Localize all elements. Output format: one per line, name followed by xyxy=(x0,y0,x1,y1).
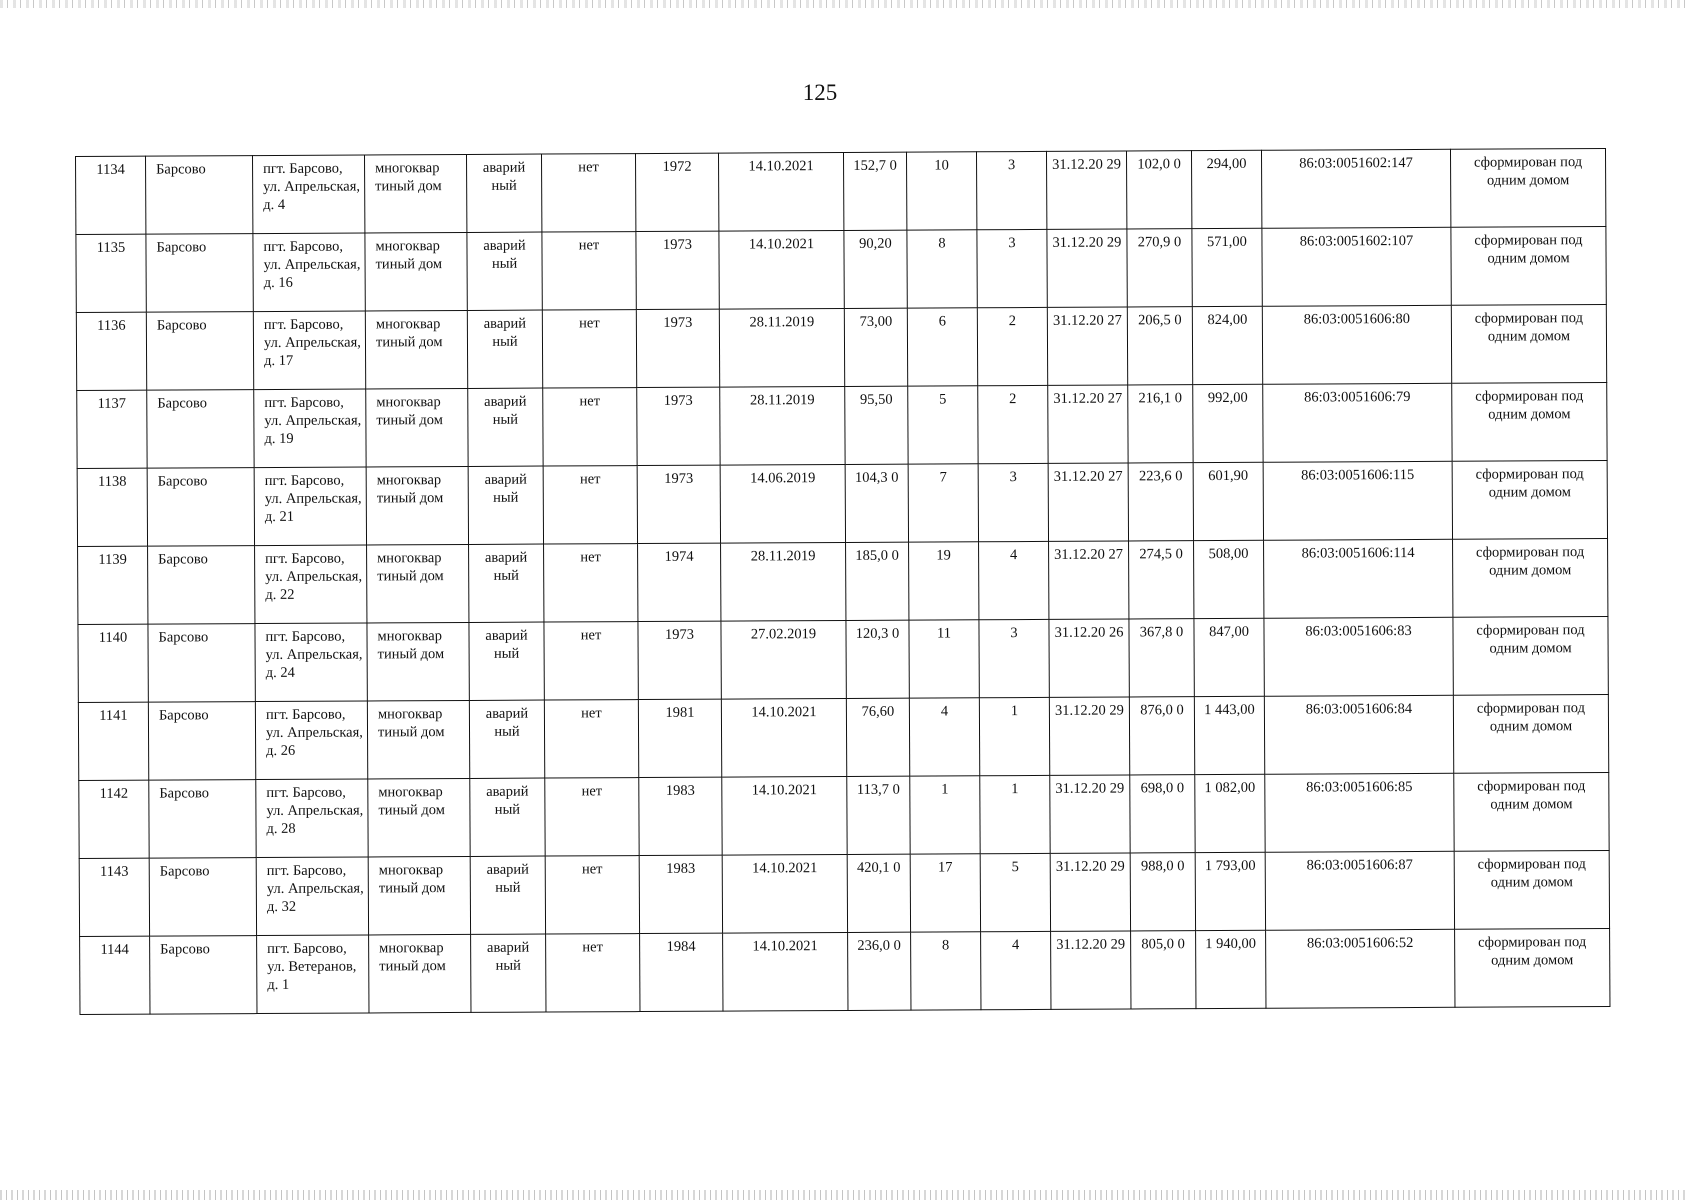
deadline-cell: 31.12.20 27 xyxy=(1048,463,1128,541)
row-number-cell: 1142 xyxy=(79,780,149,858)
condition-cell: аварий ный xyxy=(470,856,545,934)
built-year-cell: 1973 xyxy=(637,387,720,465)
residents-cell: 10 xyxy=(906,152,976,230)
residents-cell: 4 xyxy=(909,698,979,776)
condition-cell: аварий ный xyxy=(469,622,544,700)
cadastral-number-cell: 86:03:0051602:147 xyxy=(1261,149,1450,228)
built-year-cell: 1973 xyxy=(638,621,721,699)
land-area-cell: 988,0 0 xyxy=(1130,853,1195,931)
row-number-cell: 1136 xyxy=(76,312,146,390)
address-cell: пгт. Барсово, ул. Апрельская, д. 24 xyxy=(255,623,367,702)
decision-date-cell: 28.11.2019 xyxy=(719,308,844,387)
recognition-flag-cell: нет xyxy=(546,934,640,1012)
built-year-cell: 1972 xyxy=(635,153,718,231)
decision-date-cell: 14.10.2021 xyxy=(723,932,848,1011)
row-number-cell: 1135 xyxy=(76,234,146,312)
total-area-cell: 1 082,00 xyxy=(1195,774,1265,852)
settlement-cell: Барсово xyxy=(150,936,257,1015)
total-area-cell: 992,00 xyxy=(1193,384,1263,462)
housing-registry-table xyxy=(75,148,1610,1015)
land-area-cell: 102,0 0 xyxy=(1126,151,1191,229)
residents-cell: 8 xyxy=(911,932,981,1010)
decision-date-cell: 27.02.2019 xyxy=(721,620,846,699)
condition-cell: аварий ный xyxy=(471,934,546,1012)
built-year-cell: 1981 xyxy=(638,699,721,777)
address-cell: пгт. Барсово, ул. Апрельская, д. 21 xyxy=(254,467,366,546)
settlement-cell: Барсово xyxy=(148,702,255,781)
area-cell: 236,0 0 xyxy=(848,932,911,1010)
apartments-cell: 2 xyxy=(978,385,1048,463)
residents-cell: 1 xyxy=(910,776,980,854)
decision-date-cell: 14.10.2021 xyxy=(721,698,846,777)
deadline-cell: 31.12.20 29 xyxy=(1050,775,1130,853)
settlement-cell: Барсово xyxy=(148,546,255,625)
table-row xyxy=(78,538,1608,624)
built-year-cell: 1974 xyxy=(638,543,721,621)
residents-cell: 7 xyxy=(908,464,978,542)
recognition-flag-cell: нет xyxy=(542,232,636,310)
condition-cell: аварий ный xyxy=(467,310,542,388)
land-status-cell: сформирован под одним домом xyxy=(1453,538,1608,617)
total-area-cell: 847,00 xyxy=(1194,618,1264,696)
total-area-cell: 601,90 xyxy=(1193,462,1263,540)
deadline-cell: 31.12.20 29 xyxy=(1047,229,1127,307)
recognition-flag-cell: нет xyxy=(544,622,638,700)
condition-cell: аварий ный xyxy=(469,700,544,778)
apartments-cell: 2 xyxy=(977,307,1047,385)
table-row xyxy=(78,694,1608,780)
land-status-cell: сформирован под одним домом xyxy=(1450,148,1605,227)
built-year-cell: 1973 xyxy=(636,231,719,309)
row-number-cell: 1140 xyxy=(78,624,148,702)
condition-cell: аварий ный xyxy=(466,154,541,232)
table-row xyxy=(76,148,1606,234)
area-cell: 90,20 xyxy=(844,230,907,308)
apartments-cell: 4 xyxy=(981,931,1051,1009)
house-type-cell: многоквар тиный дом xyxy=(369,934,471,1013)
row-number-cell: 1139 xyxy=(78,546,148,624)
settlement-cell: Барсово xyxy=(148,624,255,703)
apartments-cell: 1 xyxy=(980,775,1050,853)
page-number: 125 xyxy=(802,80,838,105)
land-status-cell: сформирован под одним домом xyxy=(1452,382,1607,461)
apartments-cell: 3 xyxy=(977,229,1047,307)
table-row xyxy=(80,928,1610,1014)
address-cell: пгт. Барсово, ул. Апрельская, д. 28 xyxy=(256,779,368,858)
recognition-flag-cell: нет xyxy=(543,466,637,544)
row-number-cell: 1138 xyxy=(77,468,147,546)
apartments-cell: 3 xyxy=(979,619,1049,697)
table-row xyxy=(77,382,1607,468)
decision-date-cell: 14.10.2021 xyxy=(718,152,843,231)
total-area-cell: 1 940,00 xyxy=(1196,930,1266,1008)
deadline-cell: 31.12.20 26 xyxy=(1049,619,1129,697)
cadastral-number-cell: 86:03:0051606:85 xyxy=(1265,773,1454,852)
cadastral-number-cell: 86:03:0051606:115 xyxy=(1263,461,1452,540)
house-type-cell: многоквар тиный дом xyxy=(367,622,469,701)
house-type-cell: многоквар тиный дом xyxy=(367,700,469,779)
condition-cell: аварий ный xyxy=(467,232,542,310)
land-area-cell: 876,0 0 xyxy=(1129,697,1194,775)
land-status-cell: сформирован под одним домом xyxy=(1452,460,1607,539)
residents-cell: 6 xyxy=(907,308,977,386)
deadline-cell: 31.12.20 29 xyxy=(1050,853,1130,931)
house-type-cell: многоквар тиный дом xyxy=(365,310,467,389)
house-type-cell: многоквар тиный дом xyxy=(366,466,468,545)
area-cell: 104,3 0 xyxy=(845,464,908,542)
deadline-cell: 31.12.20 29 xyxy=(1046,151,1126,229)
apartments-cell: 3 xyxy=(978,463,1048,541)
address-cell: пгт. Барсово, ул. Апрельская, д. 19 xyxy=(254,389,366,468)
land-status-cell: сформирован под одним домом xyxy=(1451,226,1606,305)
total-area-cell: 1 793,00 xyxy=(1195,852,1265,930)
condition-cell: аварий ный xyxy=(468,388,543,466)
decision-date-cell: 14.10.2021 xyxy=(722,854,847,933)
address-cell: пгт. Барсово, ул. Апрельская, д. 22 xyxy=(255,545,367,624)
scan-edge-top xyxy=(0,0,1686,8)
land-status-cell: сформирован под одним домом xyxy=(1453,694,1608,773)
built-year-cell: 1973 xyxy=(636,309,719,387)
land-status-cell: сформирован под одним домом xyxy=(1453,616,1608,695)
settlement-cell: Барсово xyxy=(147,390,254,469)
settlement-cell: Барсово xyxy=(146,156,253,235)
total-area-cell: 508,00 xyxy=(1194,540,1264,618)
table-row xyxy=(79,850,1609,936)
deadline-cell: 31.12.20 27 xyxy=(1049,541,1129,619)
apartments-cell: 5 xyxy=(980,853,1050,931)
address-cell: пгт. Барсово, ул. Апрельская, д. 32 xyxy=(256,857,368,936)
row-number-cell: 1144 xyxy=(80,936,150,1014)
house-type-cell: многоквар тиный дом xyxy=(368,778,470,857)
condition-cell: аварий ный xyxy=(469,544,544,622)
land-area-cell: 367,8 0 xyxy=(1129,619,1194,697)
decision-date-cell: 14.06.2019 xyxy=(720,464,845,543)
cadastral-number-cell: 86:03:0051606:52 xyxy=(1266,929,1455,1008)
house-type-cell: многоквар тиный дом xyxy=(368,856,470,935)
area-cell: 95,50 xyxy=(845,386,908,464)
recognition-flag-cell: нет xyxy=(543,388,637,466)
cadastral-number-cell: 86:03:0051606:80 xyxy=(1262,305,1451,384)
built-year-cell: 1983 xyxy=(639,855,722,933)
cadastral-number-cell: 86:03:0051606:84 xyxy=(1264,695,1453,774)
deadline-cell: 31.12.20 29 xyxy=(1051,931,1131,1009)
residents-cell: 11 xyxy=(909,620,979,698)
table-row xyxy=(78,616,1608,702)
cadastral-number-cell: 86:03:0051602:107 xyxy=(1262,227,1451,306)
house-type-cell: многоквар тиный дом xyxy=(367,544,469,623)
total-area-cell: 294,00 xyxy=(1191,150,1261,228)
address-cell: пгт. Барсово, ул. Апрельская, д. 26 xyxy=(255,701,367,780)
settlement-cell: Барсово xyxy=(149,858,256,937)
row-number-cell: 1141 xyxy=(78,702,148,780)
land-area-cell: 805,0 0 xyxy=(1131,931,1196,1009)
row-number-cell: 1134 xyxy=(76,156,146,234)
deadline-cell: 31.12.20 27 xyxy=(1048,385,1128,463)
deadline-cell: 31.12.20 27 xyxy=(1047,307,1127,385)
apartments-cell: 3 xyxy=(976,151,1046,229)
cadastral-number-cell: 86:03:0051606:114 xyxy=(1264,539,1453,618)
land-area-cell: 223,6 0 xyxy=(1128,463,1193,541)
area-cell: 113,7 0 xyxy=(847,776,910,854)
table-row xyxy=(76,226,1606,312)
total-area-cell: 824,00 xyxy=(1192,306,1262,384)
apartments-cell: 1 xyxy=(979,697,1049,775)
decision-date-cell: 14.10.2021 xyxy=(719,230,844,309)
land-status-cell: сформирован под одним домом xyxy=(1454,850,1609,929)
area-cell: 185,0 0 xyxy=(846,542,909,620)
land-area-cell: 270,9 0 xyxy=(1127,229,1192,307)
address-cell: пгт. Барсово, ул. Апрельская, д. 4 xyxy=(253,155,365,234)
residents-cell: 17 xyxy=(910,854,980,932)
area-cell: 120,3 0 xyxy=(846,620,909,698)
land-status-cell: сформирован под одним домом xyxy=(1454,772,1609,851)
decision-date-cell: 14.10.2021 xyxy=(722,776,847,855)
land-status-cell: сформирован под одним домом xyxy=(1451,304,1606,383)
land-area-cell: 216,1 0 xyxy=(1128,385,1193,463)
area-cell: 152,7 0 xyxy=(843,152,906,230)
settlement-cell: Барсово xyxy=(149,780,256,859)
scan-edge-bottom xyxy=(0,1190,1686,1200)
residents-cell: 19 xyxy=(909,542,979,620)
land-area-cell: 274,5 0 xyxy=(1129,541,1194,619)
apartments-cell: 4 xyxy=(979,541,1049,619)
land-area-cell: 698,0 0 xyxy=(1130,775,1195,853)
recognition-flag-cell: нет xyxy=(544,700,638,778)
cadastral-number-cell: 86:03:0051606:83 xyxy=(1264,617,1453,696)
recognition-flag-cell: нет xyxy=(541,154,635,232)
address-cell: пгт. Барсово, ул. Апрельская, д. 16 xyxy=(253,233,365,312)
house-type-cell: многоквар тиный дом xyxy=(365,232,467,311)
land-status-cell: сформирован под одним домом xyxy=(1455,928,1610,1007)
total-area-cell: 1 443,00 xyxy=(1194,696,1264,774)
residents-cell: 5 xyxy=(908,386,978,464)
decision-date-cell: 28.11.2019 xyxy=(721,542,846,621)
settlement-cell: Барсово xyxy=(146,312,253,391)
table-row xyxy=(77,460,1607,546)
recognition-flag-cell: нет xyxy=(545,856,639,934)
address-cell: пгт. Барсово, ул. Ветеранов, д. 1 xyxy=(257,935,369,1014)
cadastral-number-cell: 86:03:0051606:87 xyxy=(1265,851,1454,930)
house-type-cell: многоквар тиный дом xyxy=(366,388,468,467)
recognition-flag-cell: нет xyxy=(545,778,639,856)
condition-cell: аварий ный xyxy=(470,778,545,856)
total-area-cell: 571,00 xyxy=(1192,228,1262,306)
area-cell: 76,60 xyxy=(846,698,909,776)
row-number-cell: 1143 xyxy=(79,858,149,936)
decision-date-cell: 28.11.2019 xyxy=(720,386,845,465)
table-row xyxy=(76,304,1606,390)
built-year-cell: 1983 xyxy=(639,777,722,855)
house-type-cell: многоквар тиный дом xyxy=(364,154,466,233)
table-row xyxy=(79,772,1609,858)
recognition-flag-cell: нет xyxy=(544,544,638,622)
cadastral-number-cell: 86:03:0051606:79 xyxy=(1263,383,1452,462)
area-cell: 420,1 0 xyxy=(847,854,910,932)
residents-cell: 8 xyxy=(907,230,977,308)
settlement-cell: Барсово xyxy=(146,234,253,313)
deadline-cell: 31.12.20 29 xyxy=(1049,697,1129,775)
built-year-cell: 1984 xyxy=(640,933,723,1011)
address-cell: пгт. Барсово, ул. Апрельская, д. 17 xyxy=(253,311,365,390)
land-area-cell: 206,5 0 xyxy=(1127,307,1192,385)
area-cell: 73,00 xyxy=(844,308,907,386)
built-year-cell: 1973 xyxy=(637,465,720,543)
condition-cell: аварий ный xyxy=(468,466,543,544)
settlement-cell: Барсово xyxy=(147,468,254,547)
recognition-flag-cell: нет xyxy=(542,310,636,388)
row-number-cell: 1137 xyxy=(77,390,147,468)
